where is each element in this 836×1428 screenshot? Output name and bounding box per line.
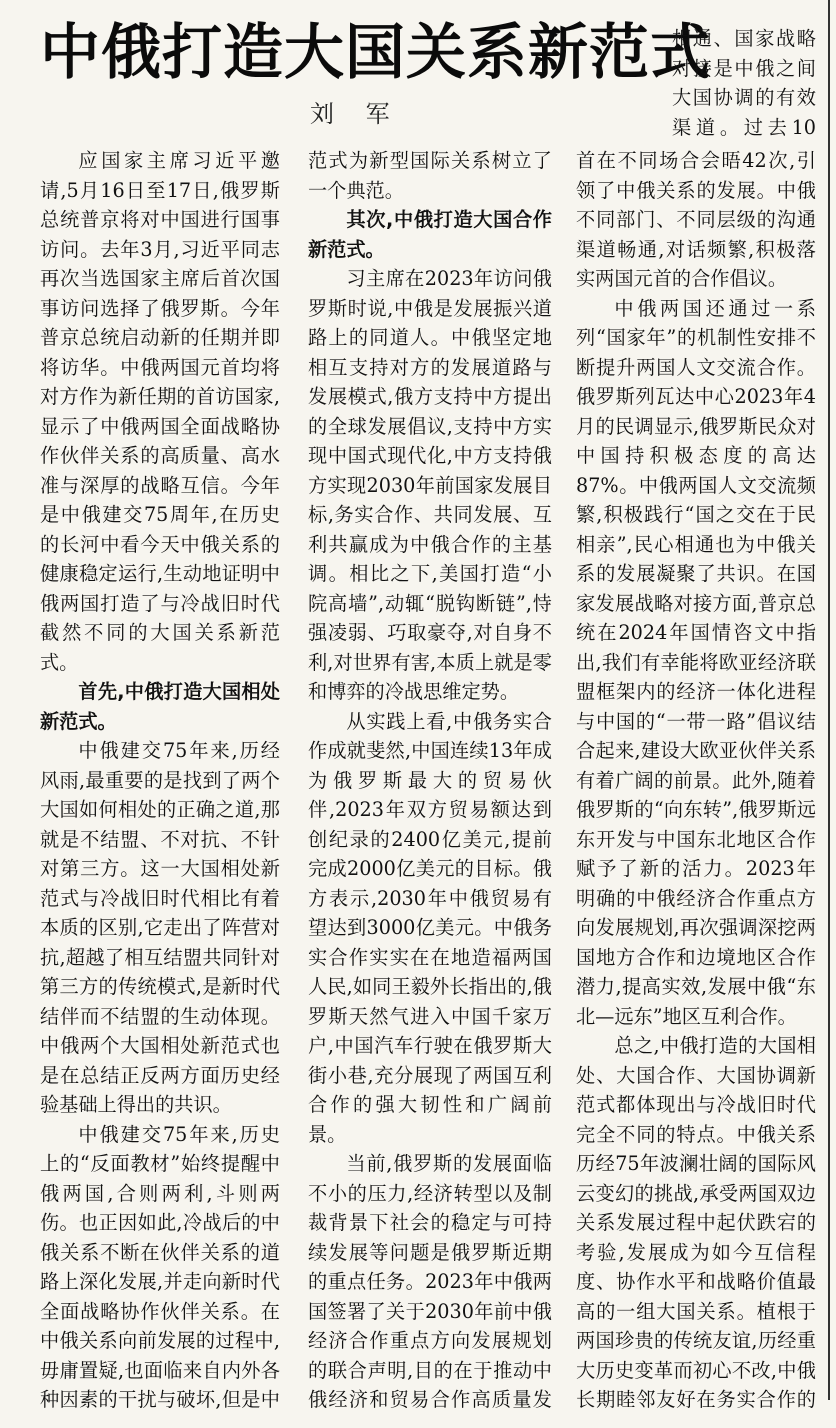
article-column-3 bbox=[576, 146, 816, 1416]
paragraph: 习主席在2023年访问俄罗斯时说,中俄是发展振兴道路上的同道人。中俄坚定地相互支持对方的发展道路与发展模式,俄方支持中方提出的全球发展倡议,支持中方实现中国式现代化,中方支持俄方实现2030年前国家发展目标,务实合作、共同发展、互利共赢成为中俄合作的主基调。相比之下,美国打造“小院高墙”,动辄“脱钩断链”,恃强凌弱、巧取豪夺,对自身不利,对世界有害,本质上就是零和博弈的冷战思维定势。 bbox=[308, 267, 552, 703]
paragraph: 中俄两国还通过一系列“国家年”的机制性安排不断提升两国人文交流合作。俄罗斯列瓦达中心2023年4月的民调显示,俄罗斯民众对中国持积极态度的高达87%。中俄两国人文交流频繁,积极践行“国之交在于民相亲”,民心相通也为中俄关系的发展凝聚了共识。在国家发展战略对接方面,普京总统在2024年国情咨文中指出,我们有幸能将欧亚经济联盟框架内的经济一体化进程与中国的“一带一路”倡议结合起来,建设大欧亚伙伴关系有着广阔的前景。此外,随着俄罗斯的“向东转”,俄罗斯远东开发与中国东北地区合作赋予了新的活力。2023年明确的中俄经济合作重点方向发展规划,再次强调深挖两国地方合作和边境地区合作潜力,提高实效,发展中俄“东北—远东”地区互利合作。 bbox=[576, 296, 816, 1028]
author-byline: 刘 军 bbox=[310, 100, 402, 128]
article-column-1 bbox=[40, 146, 280, 1416]
paragraph bbox=[576, 1031, 816, 1416]
paragraph: 范式为新型国际关系树立了一个典范。 bbox=[308, 149, 552, 202]
paragraph: 首在不同场合会晤42次,引领了中俄关系的发展。中俄不同部门、不同层级的沟通渠道畅通,对话频繁,积极落实两国元首的合作倡议。 bbox=[576, 149, 816, 290]
column-divider bbox=[828, 0, 830, 1400]
section-heading: 其次,中俄打造大国合作新范式。 bbox=[308, 208, 552, 261]
paragraph: 中俄建交75年来,历史上的“反面教材”始终提醒中俄两国,合则两利,斗则两伤。也正因如此,冷战后的中俄关系不断在伙伴关系的道路上深化发展,并走向新时代全面战略协作伙伴关系。在中俄关系向前发展的过程中,毋庸置疑,也面临来自内外各种因素的干扰与破坏,但是中 bbox=[40, 1122, 280, 1411]
paragraph: 相通、国家战略对接是中俄之间大国协调的有效渠道。过去10 bbox=[672, 27, 816, 139]
paragraph-text: 总之,中俄打造的大国相处、大国合作、大国协调新范式都体现出与冷战旧时代完全不同的特点。中俄关系历经75年波澜壮阔的国际风云变幻的挑战,承受两国双边关系发展过程中起伏跌宕的考验,发展成为如今互信程度、协作水平和战略价值最高的一组大国关系。植根于两国珍贵的传统友谊,历经重大历史变革而初心不改,中俄长期睦邻友好在务实合作的 bbox=[576, 1034, 816, 1411]
article-headline: 中俄打造大国关系新范式 bbox=[40, 18, 711, 88]
article-column-3-top bbox=[672, 24, 816, 146]
paragraph: 当前,俄罗斯的发展面临不小的压力,经济转型以及制裁背景下社会的稳定与可持续发展等问题是俄罗斯近期的重点任务。2023年中俄两国签署了关于2030年前中俄经济合作重点方向发展规划的联合声明,目的在于推动中俄经济和贸易合作高质量发 bbox=[308, 1152, 552, 1411]
paragraph: 从实践上看,中俄务实合作成就斐然,中国连续13年成为俄罗斯最大的贸易伙伴,2023年双方贸易额达到创纪录的2400亿美元,提前完成2000亿美元的目标。俄方表示,2030年中俄贸易有望达到3000亿美元。中俄务实合作实实在在地造福两国人民,如同王毅外长指出的,俄罗斯天然气进入中国千家万户,中国汽车行驶在俄罗斯大街小巷,充分展现了两国互利合作的强大韧性和广阔前景。 bbox=[308, 709, 552, 1146]
paragraph: 中俄建交75年来,历经风雨,最重要的是找到了两个大国如何相处的正确之道,那就是不结盟、不对抗、不针对第三方。这一大国相处新范式与冷战旧时代相比有着本质的区别,它走出了阵营对抗,超越了相互结盟共同针对第三方的传统模式,是新时代结伴而不结盟的生动体现。中俄两个大国相处新范式也是在总结正反两方面历史经验基础上得出的共识。 bbox=[40, 739, 280, 1116]
article-column-2 bbox=[308, 146, 552, 1416]
section-heading: 首先,中俄打造大国相处新范式。 bbox=[40, 680, 280, 733]
paragraph: 应国家主席习近平邀请,5月16日至17日,俄罗斯总统普京将对中国进行国事访问。去年3月,习近平同志再次当选国家主席后首次国事访问选择了俄罗斯。今年普京总统启动新的任期并即将访华。中俄两国元首均将对方作为新任期的首访国家,显示了中俄两国全面战略协作伙伴关系的高质量、高水准与深厚的战略互信。今年是中俄建交75周年,在历史的长河中看今天中俄关系的健康稳定运行,生动地证明中俄两国打造了与冷战旧时代截然不同的大国关系新范式。 bbox=[40, 149, 280, 674]
